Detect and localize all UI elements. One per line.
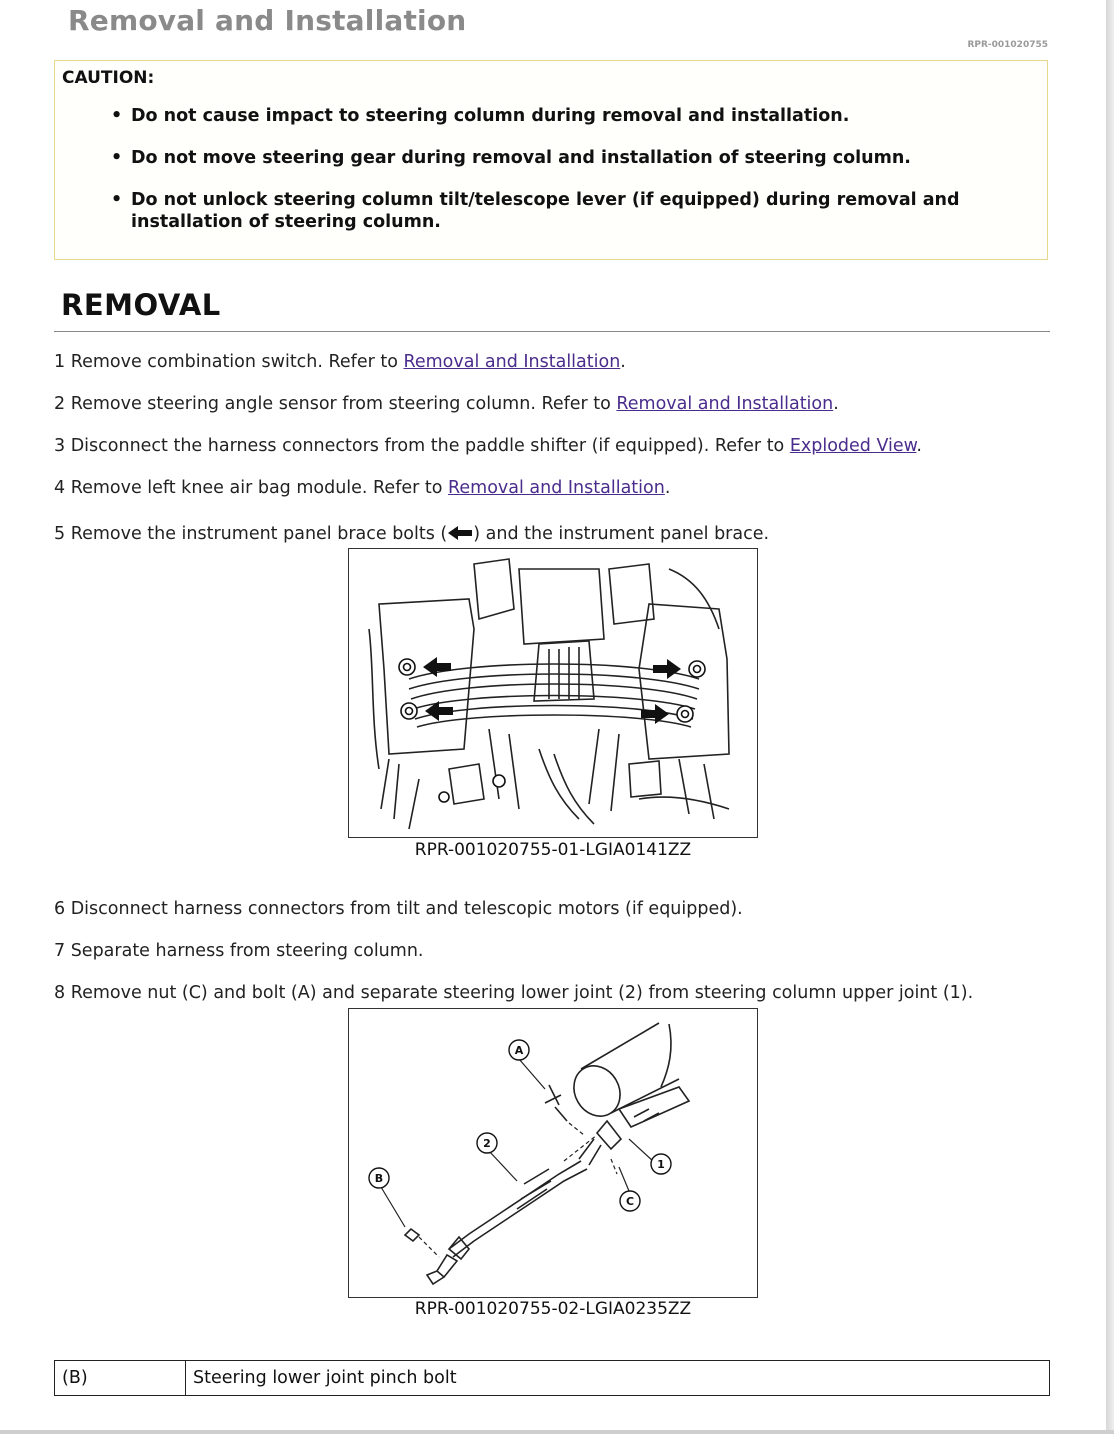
left-arrow-icon [447, 525, 473, 541]
step-text: 8 Remove nut (C) and bolt (A) and separate steering lower joint (2) from steering column upper joint (1). [54, 983, 974, 1003]
section-divider [54, 331, 1050, 332]
step-4 [54, 478, 670, 498]
step-tail: . [916, 436, 922, 456]
link-removal-installation[interactable]: Removal and Installation [616, 394, 834, 414]
callout-label: A [514, 1044, 524, 1057]
document-id: RPR-001020755 [967, 40, 1048, 50]
caution-box [54, 60, 1048, 260]
step-tail: ) and the instrument panel brace. [473, 524, 770, 544]
caution-list [111, 105, 1011, 253]
figure-caption: RPR-001020755-02-LGIA0235ZZ [414, 1299, 692, 1319]
page-title: Removal and Installation [68, 4, 467, 37]
figure-steering-joint [348, 1008, 758, 1298]
callout-label: C [625, 1195, 635, 1208]
link-removal-installation[interactable]: Removal and Installation [403, 352, 621, 372]
step-7 [54, 941, 423, 961]
legend-table [54, 1360, 1050, 1396]
step-6 [54, 899, 743, 919]
step-5 [54, 524, 769, 544]
page-bottom-edge [0, 1430, 1114, 1434]
legend-value: Steering lower joint pinch bolt [186, 1361, 1050, 1396]
steering-joint-illustration [349, 1009, 757, 1297]
step-text: 3 Disconnect the harness connectors from the paddle shifter (if equipped). Refer to [54, 436, 790, 456]
step-3 [54, 436, 922, 456]
step-tail: . [620, 352, 626, 372]
caution-item: • Do not unlock steering column tilt/telescope lever (if equipped) during removal and installation of steering column. [111, 189, 1011, 233]
step-text: 2 Remove steering angle sensor from steering column. Refer to [54, 394, 617, 414]
scrollbar-track[interactable] [1106, 0, 1114, 1434]
step-text: 6 Disconnect harness connectors from tilt and telescopic motors (if equipped). [54, 899, 743, 919]
step-tail: . [833, 394, 839, 414]
figure-instrument-panel-brace [348, 548, 758, 838]
step-2 [54, 394, 839, 414]
link-exploded-view[interactable]: Exploded View [789, 436, 917, 456]
figure-caption: RPR-001020755-01-LGIA0141ZZ [414, 840, 692, 860]
legend-key: (B) [55, 1361, 186, 1396]
step-1 [54, 352, 626, 372]
step-text: 1 Remove combination switch. Refer to [54, 352, 404, 372]
step-tail: . [664, 478, 671, 498]
caution-item: • Do not cause impact to steering column during removal and installation. [111, 105, 1011, 127]
caution-item: • Do not move steering gear during removal and installation of steering column. [111, 147, 1011, 169]
instrument-panel-brace-illustration [349, 549, 757, 837]
callout-label: 2 [483, 1137, 491, 1150]
step-8 [54, 983, 973, 1003]
callout-label: 1 [657, 1158, 665, 1171]
callout-label: B [374, 1172, 384, 1185]
step-text: 7 Separate harness from steering column. [54, 941, 424, 961]
step-text: 5 Remove the instrument panel brace bolts ( [54, 524, 448, 544]
table-row [55, 1361, 1050, 1396]
link-removal-installation[interactable]: Removal and Installation [448, 478, 665, 498]
removal-heading: REMOVAL [61, 288, 221, 322]
caution-heading: CAUTION: [62, 68, 155, 88]
step-text: 4 Remove left knee air bag module. Refer to [54, 478, 449, 498]
